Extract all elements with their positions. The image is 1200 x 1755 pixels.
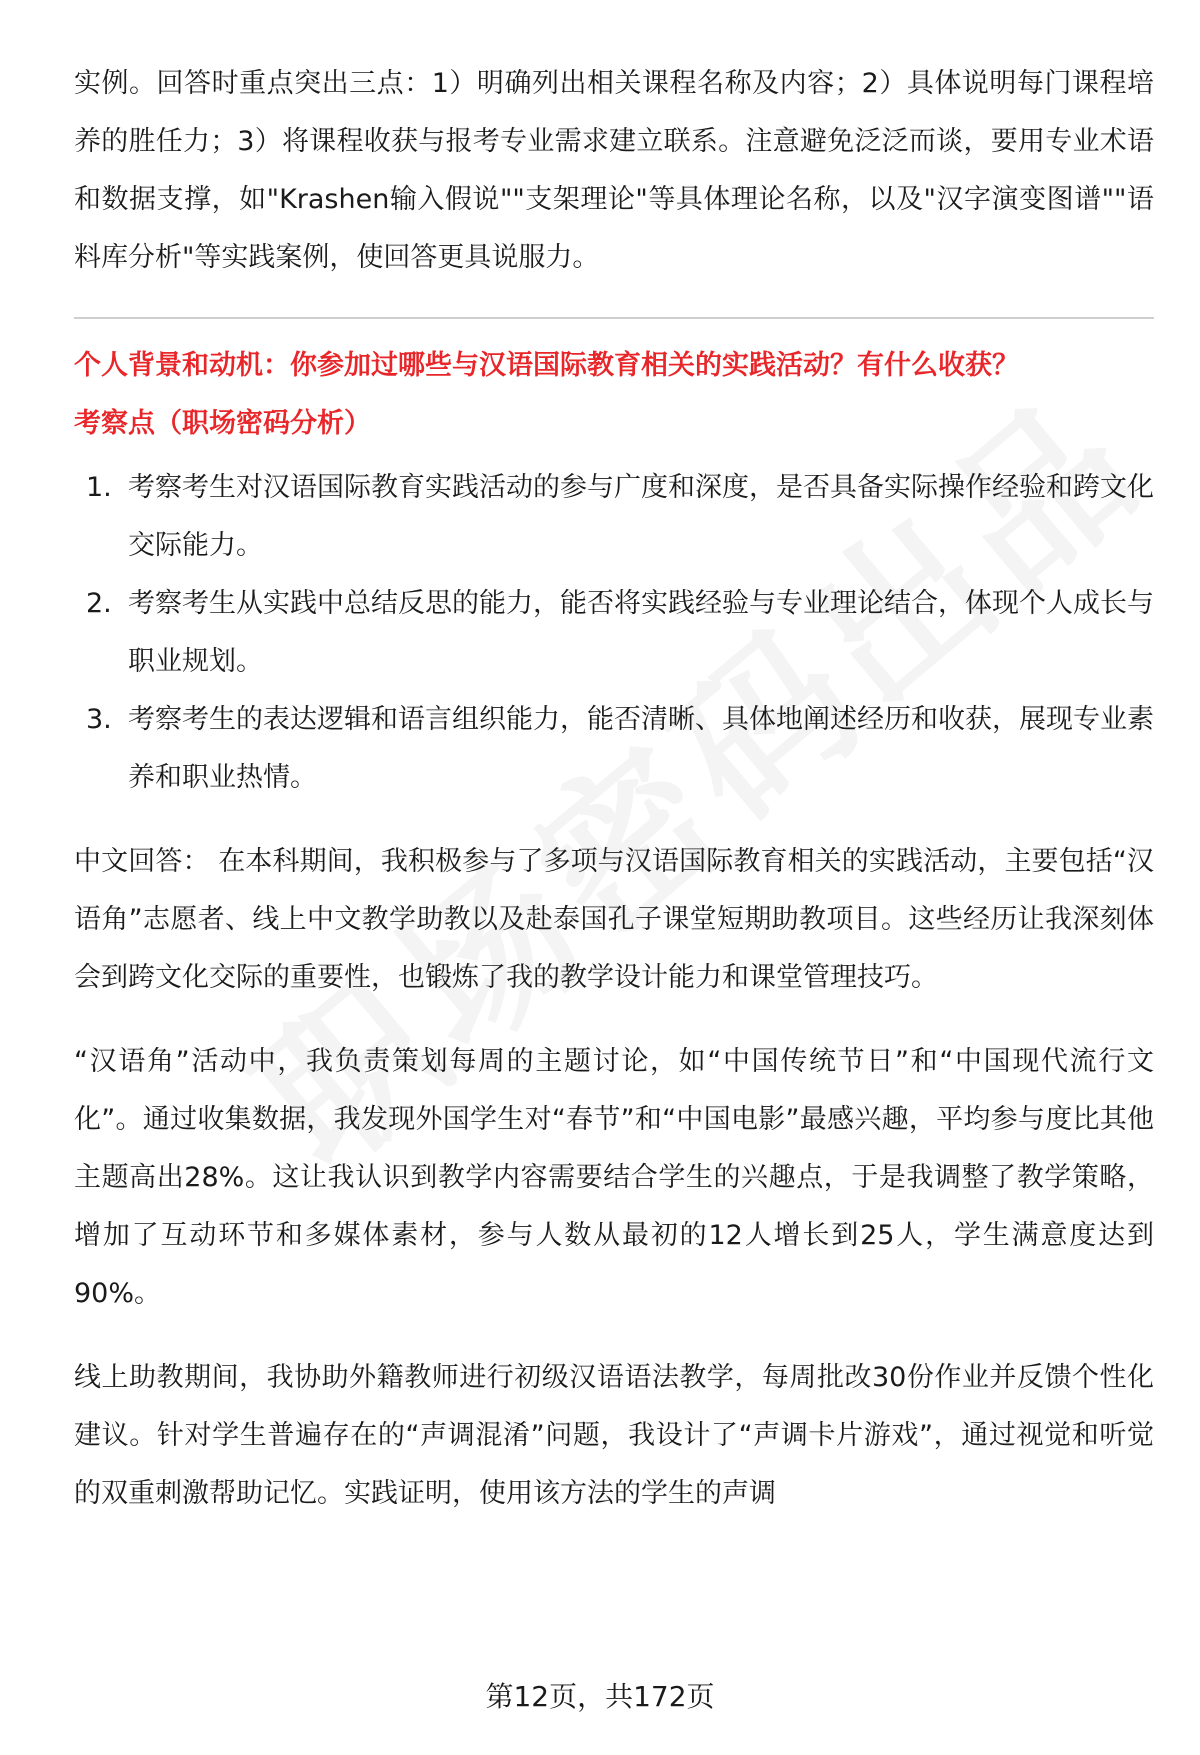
list-number: 1. xyxy=(86,472,112,503)
list-text: 考察考生对汉语国际教育实践活动的参与广度和深度，是否具备实际操作经验和跨文化交际能力。 xyxy=(128,472,1154,561)
list-number: 2. xyxy=(86,588,112,619)
list-item xyxy=(74,575,1154,691)
points-heading: 考察点（职场密码分析） xyxy=(74,408,371,439)
list-text: 考察考生从实践中总结反思的能力，能否将实践经验与专业理论结合，体现个人成长与职业规划。 xyxy=(128,588,1154,677)
section-divider xyxy=(74,317,1154,319)
page-content xyxy=(74,55,1154,1523)
list-item xyxy=(74,459,1154,575)
list-number: 3. xyxy=(86,704,112,735)
points-list xyxy=(74,459,1154,807)
page-number: 第12页，共172页 xyxy=(485,1680,715,1713)
answer-paragraph: 中文回答： 在本科期间，我积极参与了多项与汉语国际教育相关的实践活动，主要包括“汉语角”志愿者、线上中文教学助教以及赴泰国孔子课堂短期助教项目。这些经历让我深刻体会到跨文化交际的重要性，也锻炼了我的教学设计能力和课堂管理技巧。 xyxy=(74,846,1154,993)
list-text: 考察考生的表达逻辑和语言组织能力，能否清晰、具体地阐述经历和收获，展现专业素养和职业热情。 xyxy=(128,704,1154,793)
intro-paragraph: 实例。回答时重点突出三点：1）明确列出相关课程名称及内容；2）具体说明每门课程培养的胜任力；3）将课程收获与报考专业需求建立联系。注意避免泛泛而谈，要用专业术语和数据支撑，如"Krashen输入假说""支架理论"等具体理论名称，以及"汉字演变图谱""语料库分析"等实践案例，使回答更具说服力。 xyxy=(74,68,1154,273)
answer-paragraph: “汉语角”活动中，我负责策划每周的主题讨论，如“中国传统节日”和“中国现代流行文化”。通过收集数据，我发现外国学生对“春节”和“中国电影”最感兴趣，平均参与度比其他主题高出28%。这让我认识到教学内容需要结合学生的兴趣点，于是我调整了教学策略，增加了互动环节和多媒体素材，参与人数从最初的12人增长到25人，学生满意度达到90%。 xyxy=(74,1046,1154,1309)
list-item xyxy=(74,691,1154,807)
answer-paragraph: 线上助教期间，我协助外籍教师进行初级汉语语法教学，每周批改30份作业并反馈个性化建议。针对学生普遍存在的“声调混淆”问题，我设计了“声调卡片游戏”，通过视觉和听觉的双重刺激帮助记忆。实践证明，使用该方法的学生的声调 xyxy=(74,1362,1154,1509)
question-heading: 个人背景和动机：你参加过哪些与汉语国际教育相关的实践活动？有什么收获？ xyxy=(74,350,1019,381)
